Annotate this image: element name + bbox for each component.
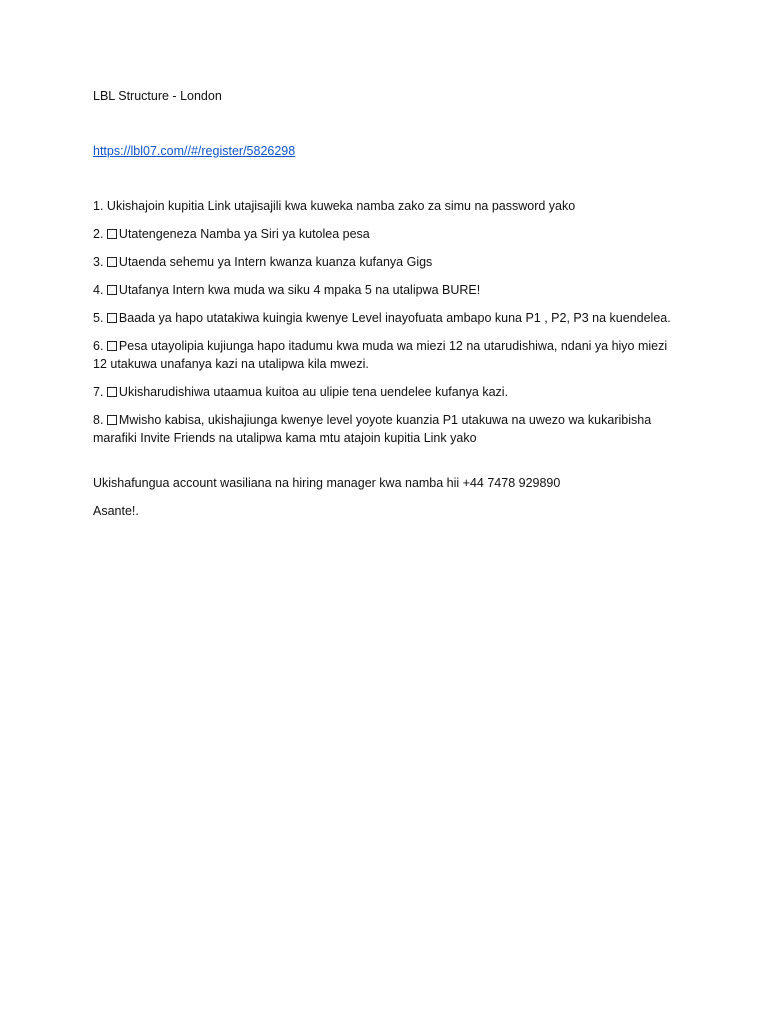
checkbox-glyph-icon xyxy=(107,257,117,267)
list-item xyxy=(93,337,678,373)
checkbox-glyph-icon xyxy=(107,313,117,323)
item-number: 3. xyxy=(93,255,104,269)
list-item xyxy=(93,281,678,299)
checkbox-glyph-icon xyxy=(107,387,117,397)
item-text: Ukisharudishiwa utaamua kuitoa au ulipie tena uendelee kufanya kazi. xyxy=(118,385,509,399)
item-number: 7. xyxy=(93,385,104,399)
list-item xyxy=(93,225,678,243)
list-item xyxy=(93,383,678,401)
document-title: LBL Structure - London xyxy=(93,89,222,103)
list-item xyxy=(93,253,678,271)
item-text: Utafanya Intern kwa muda wa siku 4 mpaka 5 na utalipwa BURE! xyxy=(118,283,481,297)
closing-text: Asante!. xyxy=(93,504,139,518)
item-text: Mwisho kabisa, ukishajiunga kwenye level yoyote kuanzia P1 utakuwa na uwezo wa kukaribisha marafiki Invite Friends na utalipwa kama mtu atajoin kupitia Link yako xyxy=(93,413,652,445)
item-number: 1. xyxy=(93,199,104,213)
document-page xyxy=(93,87,678,520)
register-link[interactable]: https://lbl07.com//#/register/5826298 xyxy=(93,144,296,158)
item-number: 6. xyxy=(93,339,104,353)
item-text: Utatengeneza Namba ya Siri ya kutolea pesa xyxy=(118,227,370,241)
item-text: Baada ya hapo utatakiwa kuingia kwenye Level inayofuata ambapo kuna P1 , P2, P3 na kuendelea. xyxy=(118,311,671,325)
list-item xyxy=(93,411,678,447)
instructions-list xyxy=(93,197,678,447)
list-item xyxy=(93,309,678,327)
register-link-row xyxy=(93,142,678,160)
item-text: Ukishajoin kupitia Link utajisajili kwa kuweka namba zako za simu na password yako xyxy=(106,199,576,213)
list-item xyxy=(93,197,678,215)
item-number: 2. xyxy=(93,227,104,241)
checkbox-glyph-icon xyxy=(107,229,117,239)
item-number: 8. xyxy=(93,413,104,427)
item-number: 5. xyxy=(93,311,104,325)
checkbox-glyph-icon xyxy=(107,285,117,295)
checkbox-glyph-icon xyxy=(107,415,117,425)
item-number: 4. xyxy=(93,283,104,297)
item-text: Utaenda sehemu ya Intern kwanza kuanza kufanya Gigs xyxy=(118,255,433,269)
checkbox-glyph-icon xyxy=(107,341,117,351)
item-text: Pesa utayolipia kujiunga hapo itadumu kwa muda wa miezi 12 na utarudishiwa, ndani ya hiyo miezi 12 utakuwa unafanya kazi na utalipwa kila mwezi. xyxy=(93,339,668,371)
contact-note: Ukishafungua account wasiliana na hiring manager kwa namba hii +44 7478 929890 xyxy=(93,476,561,490)
